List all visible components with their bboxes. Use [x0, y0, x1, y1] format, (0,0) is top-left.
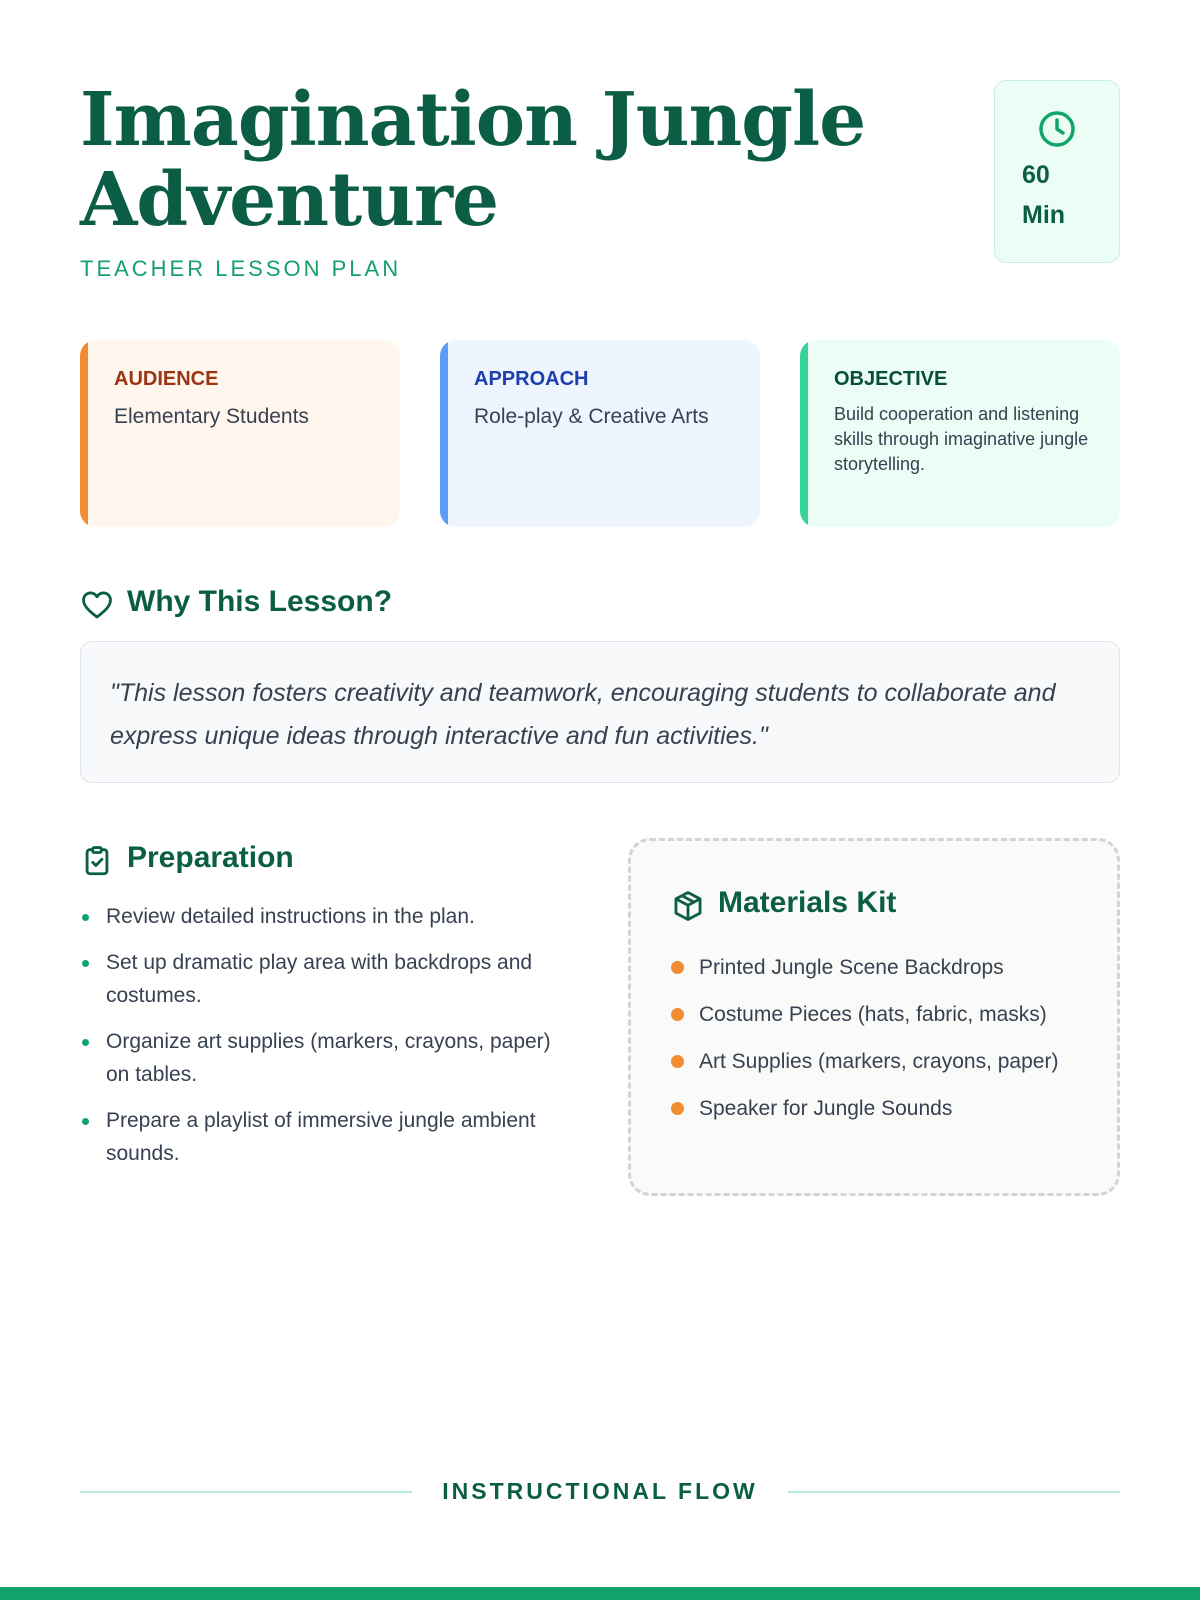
clipboard-check-icon — [80, 844, 114, 878]
audience-card — [80, 340, 400, 527]
list-item-text: Art Supplies (markers, crayons, paper) — [699, 1050, 1059, 1073]
duration-badge — [994, 80, 1120, 263]
list-item-text: Review detailed instructions in the plan. — [106, 905, 475, 928]
card-accent-bar — [80, 340, 88, 527]
list-item-text: Speaker for Jungle Sounds — [699, 1097, 953, 1120]
title-line: Imagination Jungle — [80, 77, 866, 163]
list-item — [80, 946, 560, 1012]
clock-icon — [1037, 109, 1077, 149]
preparation-heading: Preparation — [127, 841, 294, 874]
page-title — [80, 77, 960, 243]
divider-left — [80, 1491, 412, 1493]
card-accent-bar — [800, 340, 808, 527]
page-subtitle: TEACHER LESSON PLAN — [80, 256, 402, 281]
card-label: OBJECTIVE — [834, 368, 948, 390]
materials-kit-box — [628, 838, 1120, 1196]
card-text: Role-play & Creative Arts — [474, 405, 709, 428]
bullet — [82, 914, 89, 921]
bullet — [82, 960, 89, 967]
list-item-text: Prepare a playlist of immersive jungle ambient sounds. — [106, 1109, 536, 1165]
list-item-text: Costume Pieces (hats, fabric, masks) — [699, 1003, 1047, 1026]
card-accent-bar — [440, 340, 448, 527]
bullet — [82, 1039, 89, 1046]
list-item — [671, 1092, 1091, 1125]
list-item — [80, 900, 560, 933]
bullet — [671, 1102, 684, 1115]
bullet — [82, 1118, 89, 1125]
bullet — [671, 1008, 684, 1021]
list-item-text: Printed Jungle Scene Backdrops — [699, 956, 1004, 979]
footer-accent-bar — [0, 1587, 1200, 1600]
duration-unit: Min — [1022, 201, 1066, 229]
bullet — [671, 961, 684, 974]
why-heading: Why This Lesson? — [127, 585, 393, 618]
card-text: Elementary Students — [114, 405, 309, 428]
approach-card — [440, 340, 760, 527]
list-item — [671, 998, 1091, 1031]
card-text: Build cooperation and listening skills through imaginative jungle storytelling. — [834, 404, 1089, 474]
list-item — [671, 1045, 1091, 1078]
why-quote: "This lesson fosters creativity and teamwork, encouraging students to collaborate and express unique ideas through interactive and fun activities." — [80, 641, 1120, 783]
card-label: AUDIENCE — [114, 368, 219, 390]
materials-heading: Materials Kit — [718, 886, 897, 919]
bullet — [671, 1055, 684, 1068]
preparation-list — [80, 900, 560, 1183]
instructional-flow-heading: INSTRUCTIONAL FLOW — [442, 1478, 758, 1504]
materials-list — [671, 951, 1091, 1139]
card-label: APPROACH — [474, 368, 589, 390]
list-item — [671, 951, 1091, 984]
list-item-text: Organize art supplies (markers, crayons, paper) on tables. — [106, 1030, 551, 1086]
objective-card — [800, 340, 1120, 527]
list-item — [80, 1104, 560, 1170]
list-item-text: Set up dramatic play area with backdrops and costumes. — [106, 951, 533, 1007]
heart-icon — [80, 588, 114, 622]
title-line: Adventure — [80, 157, 499, 243]
duration-value: 60 — [1022, 161, 1050, 189]
list-item — [80, 1025, 560, 1091]
divider-right — [788, 1491, 1120, 1493]
package-icon — [671, 889, 705, 923]
